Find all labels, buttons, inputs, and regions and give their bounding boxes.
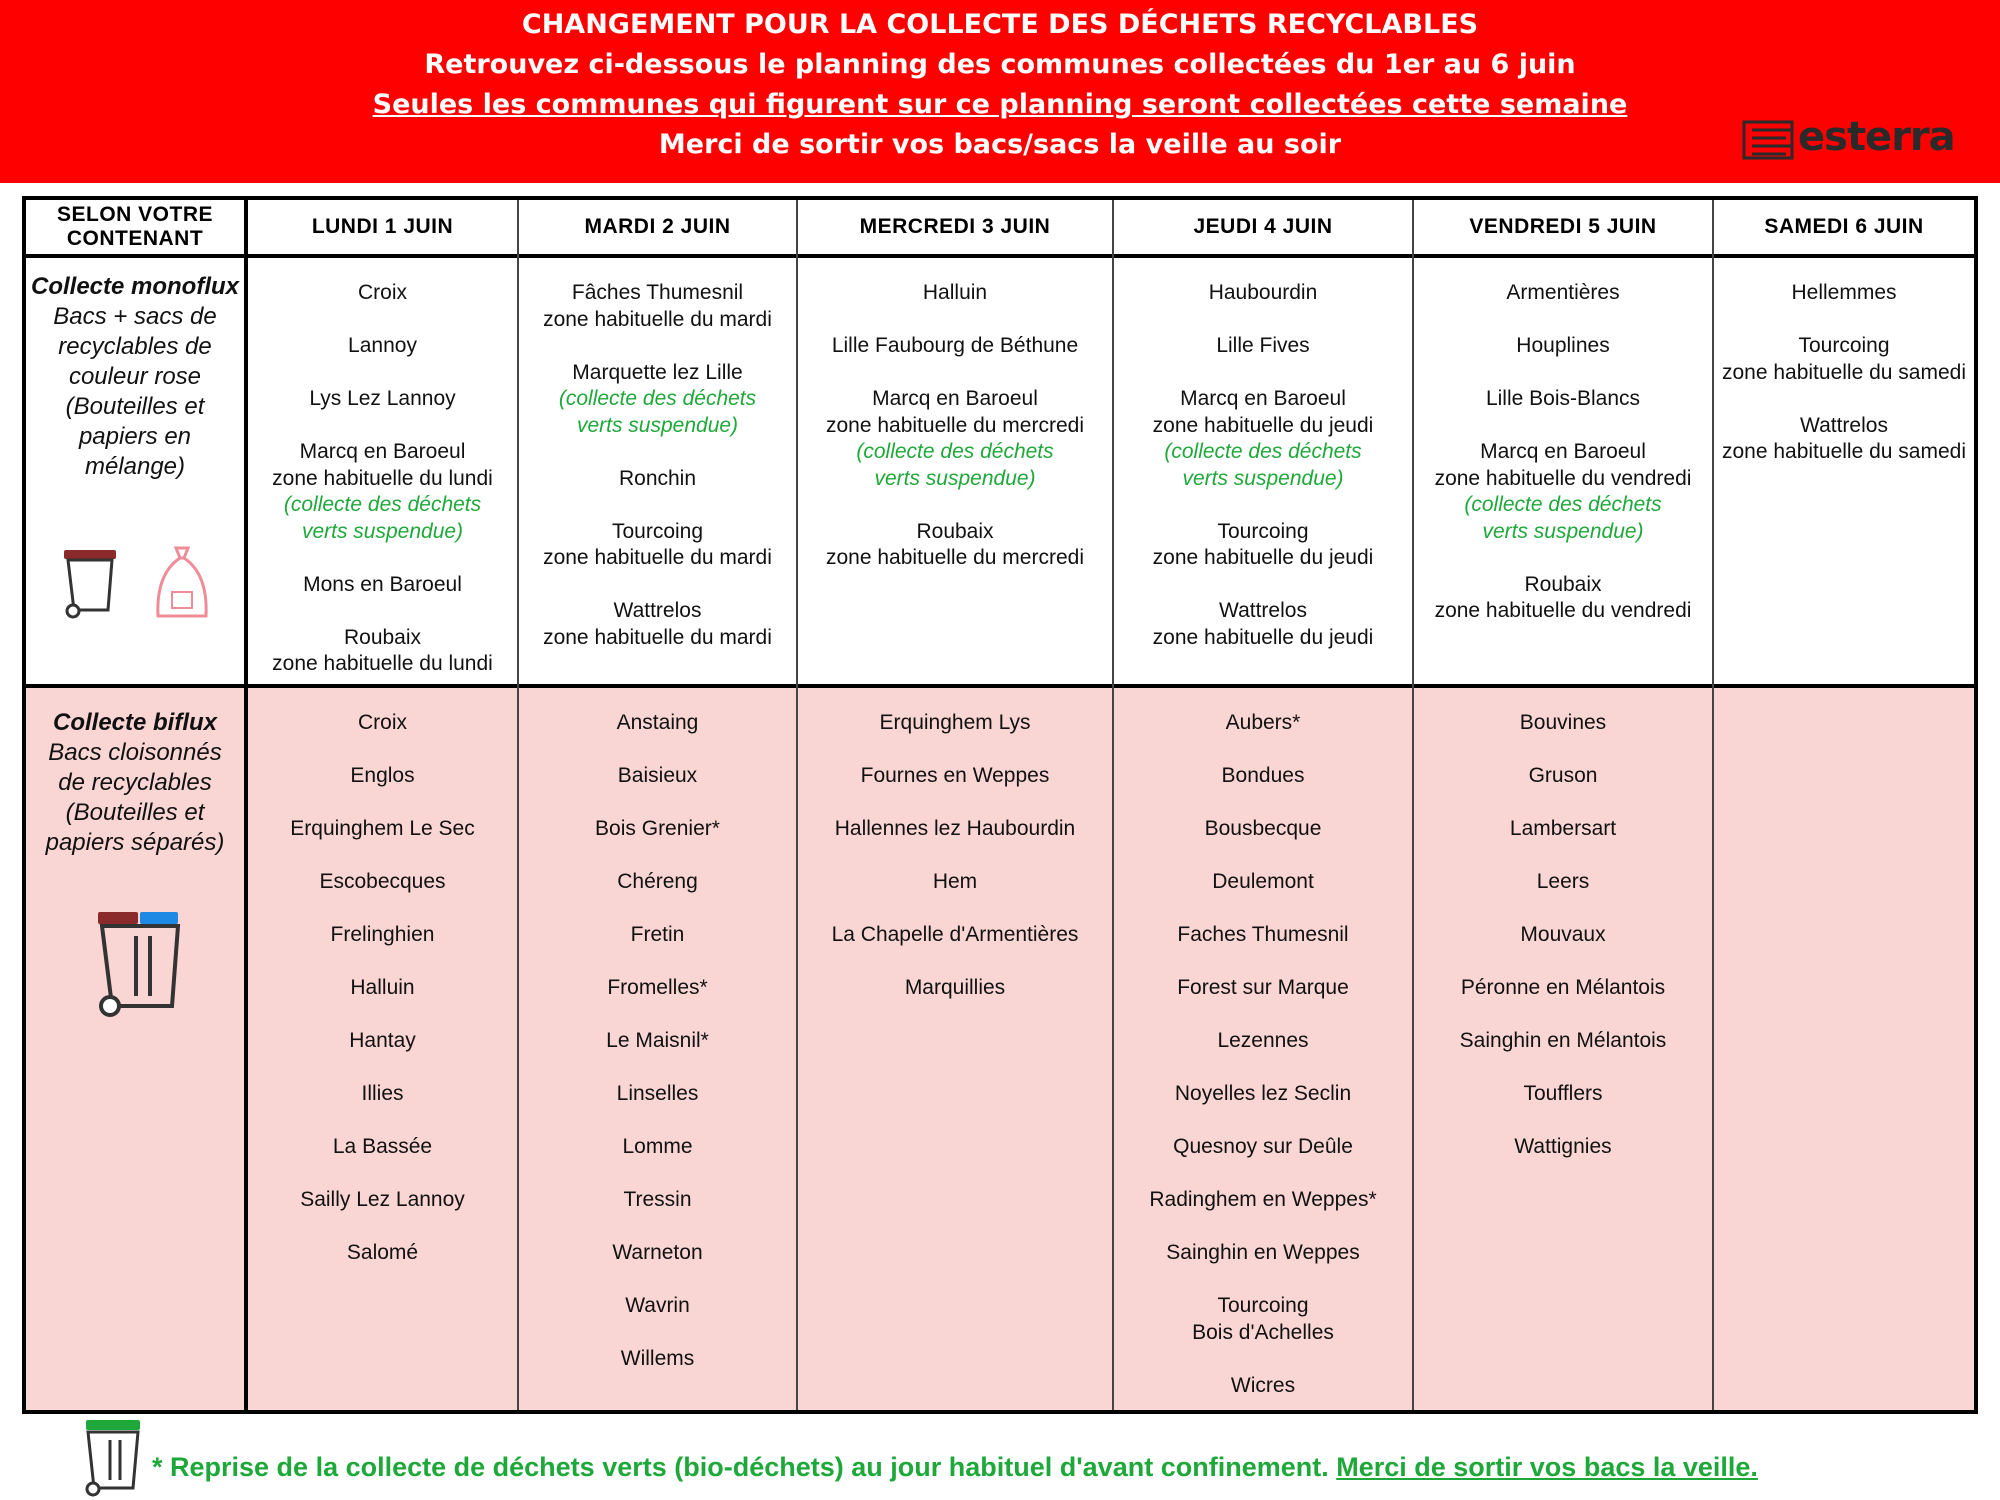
- commune-entry: [519, 1293, 796, 1320]
- zone-info: zone habituelle du jeudi: [1152, 546, 1374, 569]
- commune-name: Bois d'Achelles: [1192, 1320, 1334, 1344]
- zone-info: zone habituelle du samedi: [1721, 360, 1966, 384]
- commune-name: Wicres: [1230, 1373, 1296, 1397]
- commune-name: Lys Lez Lannoy: [309, 387, 456, 410]
- commune-name: Sailly Lez Lannoy: [300, 1188, 465, 1211]
- commune-entry: [248, 1187, 517, 1214]
- commune-name: Gruson: [1528, 764, 1598, 787]
- monoflux-title: Collecte monoflux: [30, 273, 240, 300]
- commune-name: Halluin: [922, 281, 988, 304]
- commune-name: Baisieux: [617, 764, 698, 787]
- commune-entry: [798, 710, 1112, 737]
- commune-entry: [1414, 280, 1712, 307]
- commune-name: Quesnoy sur Deûle: [1173, 1135, 1353, 1158]
- pink-bag-icon: [150, 544, 214, 622]
- commune-entry: [1714, 413, 1974, 466]
- commune-name: Tourcoing: [1217, 519, 1309, 543]
- green-waste-note: verts suspendue): [576, 413, 739, 437]
- commune-name: Roubaix: [343, 625, 422, 649]
- header-banner: [0, 0, 2000, 183]
- commune-name: Tourcoing: [1798, 334, 1890, 357]
- commune-entry: [1414, 386, 1712, 413]
- schedule-table: [22, 196, 1978, 1414]
- commune-entry: [1114, 710, 1412, 737]
- commune-entry: [1114, 763, 1412, 790]
- commune-entry: [248, 1134, 517, 1161]
- commune-name: Anstaing: [616, 711, 699, 734]
- commune-entry: [798, 333, 1112, 360]
- commune-entry: [1114, 816, 1412, 843]
- green-waste-note: (collecte des déchets: [1164, 440, 1362, 463]
- biflux-cell-jeudi: [1114, 710, 1412, 1426]
- commune-name: Sainghin en Weppes: [1166, 1241, 1360, 1264]
- commune-name: Illies: [361, 1082, 404, 1105]
- commune-entry: [519, 598, 796, 651]
- commune-name: Erquinghem Le Sec: [290, 817, 475, 840]
- divided-bin-icon: [90, 908, 186, 1018]
- commune-entry: [248, 1081, 517, 1108]
- commune-entry: [519, 519, 796, 572]
- commune-name: Hallennes lez Haubourdin: [834, 817, 1076, 840]
- logo-mark-icon: [1742, 118, 1794, 162]
- commune-entry: [1414, 1081, 1712, 1108]
- commune-name: Lannoy: [348, 334, 417, 357]
- biflux-cell-mardi: [519, 710, 796, 1399]
- commune-name: Marcq en Baroeul: [1480, 440, 1646, 463]
- commune-entry: [519, 360, 796, 440]
- commune-entry: [248, 869, 517, 896]
- zone-info: zone habituelle du vendredi: [1434, 466, 1692, 490]
- commune-name: Deulemont: [1212, 870, 1314, 893]
- commune-name: Mons en Baroeul: [303, 572, 462, 596]
- commune-name: Forest sur Marque: [1177, 976, 1349, 999]
- commune-entry: [519, 1081, 796, 1108]
- zone-info: zone habituelle du vendredi: [1434, 599, 1692, 622]
- commune-name: Aubers*: [1225, 711, 1301, 734]
- commune-name: Marquillies: [904, 976, 1006, 999]
- commune-entry: [1114, 598, 1412, 651]
- monoflux-cell-mercredi: [798, 280, 1112, 598]
- commune-entry: [248, 710, 517, 737]
- commune-name: Haubourdin: [1208, 281, 1318, 304]
- commune-entry: [519, 280, 796, 333]
- commune-name: Houplines: [1516, 334, 1610, 357]
- banner-warning: Seules les communes qui figurent sur ce planning seront collectées cette semaine: [372, 89, 1628, 120]
- commune-name: Tourcoing: [611, 519, 704, 543]
- commune-entry: [519, 1134, 796, 1161]
- commune-name: Lezennes: [1217, 1029, 1309, 1052]
- green-waste-note: (collecte des déchets: [558, 387, 757, 410]
- commune-entry: [1414, 1134, 1712, 1161]
- footnote-text: * Reprise de la collecte de déchets verts (bio-déchets) au jour habituel d'avant confinement.: [152, 1452, 1329, 1482]
- commune-entry: [519, 763, 796, 790]
- commune-entry: [519, 1346, 796, 1373]
- commune-entry: [798, 816, 1112, 843]
- commune-name: Marcq en Baroeul: [1180, 387, 1346, 410]
- zone-info: zone habituelle du lundi: [272, 466, 493, 490]
- monoflux-cell-samedi: [1714, 280, 1974, 492]
- commune-name: Willems: [620, 1347, 695, 1370]
- commune-name: Marcq en Baroeul: [299, 440, 466, 463]
- wheelie-bin-icon: [60, 548, 120, 620]
- commune-name: Wattrelos: [1219, 599, 1307, 622]
- biflux-title: Collecte biflux: [52, 709, 218, 736]
- commune-entry: [519, 710, 796, 737]
- commune-name: Roubaix: [916, 519, 994, 543]
- commune-entry: [248, 572, 517, 599]
- commune-entry: [1414, 763, 1712, 790]
- monoflux-cell-lundi: [248, 280, 517, 704]
- commune-entry: [798, 763, 1112, 790]
- banner-instruction: Merci de sortir vos bacs/sacs la veille au soir: [658, 129, 1342, 160]
- commune-entry: [1114, 280, 1412, 307]
- commune-entry: [248, 922, 517, 949]
- commune-entry: [1414, 975, 1712, 1002]
- commune-entry: [248, 975, 517, 1002]
- commune-name: Roubaix: [1524, 572, 1602, 596]
- commune-name: Wattrelos: [613, 599, 702, 622]
- monoflux-cell-mardi: [519, 280, 796, 678]
- commune-name: Frelinghien: [330, 923, 435, 946]
- commune-entry: [519, 922, 796, 949]
- commune-name: Fromelles*: [607, 976, 708, 999]
- commune-entry: [798, 280, 1112, 307]
- zone-info: zone habituelle du mercredi: [826, 413, 1084, 437]
- commune-name: Hantay: [349, 1029, 416, 1052]
- commune-name: Sainghin en Mélantois: [1459, 1029, 1667, 1052]
- zone-info: zone habituelle du jeudi: [1152, 413, 1374, 437]
- commune-entry: [1714, 280, 1974, 307]
- footnote: [152, 1452, 1758, 1483]
- commune-name: Le Maisnil*: [606, 1029, 709, 1052]
- commune-name: Escobecques: [319, 870, 446, 893]
- esterra-logo: [1742, 114, 1955, 162]
- commune-entry: [519, 816, 796, 843]
- commune-name: Lille Bois-Blancs: [1485, 387, 1641, 410]
- commune-entry: [1114, 1373, 1412, 1400]
- commune-name: Lambersart: [1509, 817, 1617, 840]
- monoflux-label: [26, 272, 244, 482]
- commune-entry: [798, 869, 1112, 896]
- commune-entry: [248, 625, 517, 678]
- day-header-lundi: LUNDI 1 JUIN: [311, 215, 454, 238]
- commune-entry: [1114, 386, 1412, 492]
- commune-name: Mouvaux: [1520, 923, 1606, 946]
- commune-entry: [1414, 333, 1712, 360]
- commune-entry: [1114, 869, 1412, 896]
- commune-name: Fretin: [630, 923, 685, 946]
- day-header-jeudi: JEUDI 4 JUIN: [1193, 215, 1333, 238]
- commune-name: Lille Fives: [1216, 334, 1310, 357]
- commune-name: Fournes en Weppes: [860, 764, 1050, 787]
- commune-name: Salomé: [346, 1241, 419, 1264]
- commune-name: Englos: [350, 764, 415, 787]
- commune-entry: [519, 466, 796, 493]
- commune-name: Noyelles lez Seclin: [1174, 1082, 1352, 1105]
- commune-name: Armentières: [1506, 281, 1620, 304]
- commune-name: Tressin: [623, 1188, 692, 1211]
- zone-info: zone habituelle du mardi: [543, 307, 772, 331]
- banner-subtitle: Retrouvez ci-dessous le planning des communes collectées du 1er au 6 juin: [424, 49, 1576, 80]
- commune-entry: [1114, 1028, 1412, 1055]
- commune-name: Marcq en Baroeul: [872, 387, 1038, 410]
- commune-entry: [1114, 1293, 1412, 1346]
- commune-name: Wavrin: [625, 1294, 690, 1317]
- commune-name: Hellemmes: [1791, 281, 1897, 304]
- corner-header: SELON VOTRE CONTENANT: [56, 203, 214, 250]
- biflux-label: [26, 708, 244, 858]
- commune-entry: [248, 763, 517, 790]
- biflux-cell-vendredi: [1414, 710, 1712, 1187]
- commune-entry: [1414, 710, 1712, 737]
- logo-text: esterra: [1798, 114, 1955, 160]
- commune-entry: [1714, 333, 1974, 386]
- commune-entry: [1114, 1081, 1412, 1108]
- commune-name: La Chapelle d'Armentières: [831, 923, 1079, 946]
- commune-entry: [1114, 333, 1412, 360]
- commune-entry: [1414, 439, 1712, 545]
- commune-name: Tourcoing: [1217, 1294, 1309, 1317]
- commune-name: Croix: [357, 281, 407, 304]
- commune-entry: [798, 519, 1112, 572]
- zone-info: zone habituelle du lundi: [272, 652, 493, 675]
- commune-entry: [798, 975, 1112, 1002]
- monoflux-cell-jeudi: [1114, 280, 1412, 678]
- commune-name: Bois Grenier*: [595, 817, 720, 840]
- commune-entry: [519, 1187, 796, 1214]
- commune-entry: [519, 975, 796, 1002]
- commune-name: Wattignies: [1514, 1135, 1612, 1158]
- commune-name: Croix: [357, 711, 407, 734]
- commune-name: Wattrelos: [1800, 413, 1888, 437]
- commune-entry: [1114, 975, 1412, 1002]
- zone-info: zone habituelle du mardi: [543, 625, 772, 649]
- commune-name: Lomme: [622, 1135, 693, 1158]
- commune-entry: [1114, 519, 1412, 572]
- commune-entry: [248, 439, 517, 545]
- commune-name: Marquette lez Lille: [572, 360, 743, 384]
- monoflux-cell-vendredi: [1414, 280, 1712, 651]
- commune-entry: [248, 280, 517, 307]
- commune-name: Chéreng: [617, 870, 698, 893]
- biflux-cell-lundi: [248, 710, 517, 1293]
- commune-name: Linselles: [616, 1082, 699, 1105]
- commune-entry: [248, 1028, 517, 1055]
- green-waste-note: verts suspendue): [1182, 466, 1344, 490]
- biflux-description: Bacs cloisonnés de recyclables (Bouteilles et papiers séparés): [45, 739, 225, 856]
- commune-name: Faches Thumesnil: [1177, 923, 1349, 946]
- zone-info: zone habituelle du jeudi: [1152, 625, 1374, 649]
- commune-entry: [519, 1240, 796, 1267]
- commune-name: Lille Faubourg de Béthune: [831, 334, 1079, 357]
- commune-name: Warneton: [612, 1241, 703, 1264]
- commune-name: Bouvines: [1519, 711, 1607, 734]
- commune-name: La Bassée: [332, 1135, 433, 1158]
- commune-name: Hem: [932, 870, 978, 893]
- commune-entry: [1414, 922, 1712, 949]
- divider: [26, 254, 1974, 258]
- commune-name: Radinghem en Weppes*: [1149, 1188, 1377, 1211]
- commune-name: Halluin: [350, 976, 415, 999]
- day-header-mercredi: MERCREDI 3 JUIN: [859, 215, 1051, 238]
- commune-name: Toufflers: [1523, 1082, 1603, 1105]
- commune-name: Bousbecque: [1204, 817, 1322, 840]
- commune-entry: [1114, 1187, 1412, 1214]
- commune-entry: [248, 386, 517, 413]
- footnote-link[interactable]: Merci de sortir vos bacs la veille.: [1336, 1452, 1758, 1482]
- commune-name: Leers: [1536, 870, 1590, 893]
- commune-entry: [248, 333, 517, 360]
- day-header-vendredi: VENDREDI 5 JUIN: [1469, 215, 1657, 238]
- commune-entry: [248, 1240, 517, 1267]
- zone-info: zone habituelle du samedi: [1721, 440, 1966, 463]
- commune-entry: [1114, 1134, 1412, 1161]
- commune-entry: [519, 1028, 796, 1055]
- commune-entry: [1414, 816, 1712, 843]
- day-header-mardi: MARDI 2 JUIN: [584, 215, 731, 238]
- zone-info: zone habituelle du mercredi: [826, 546, 1084, 569]
- green-waste-note: verts suspendue): [874, 466, 1036, 490]
- banner-title: CHANGEMENT POUR LA COLLECTE DES DÉCHETS RECYCLABLES: [521, 9, 1479, 40]
- commune-name: Erquinghem Lys: [879, 711, 1031, 734]
- commune-name: Péronne en Mélantois: [1460, 976, 1666, 999]
- commune-entry: [1414, 572, 1712, 625]
- commune-entry: [798, 386, 1112, 492]
- monoflux-description: Bacs + sacs de recyclables de couleur rose (Bouteilles et papiers en mélange): [53, 303, 217, 480]
- green-bin-icon: [78, 1418, 148, 1498]
- commune-name: Ronchin: [618, 466, 697, 490]
- biflux-cell-mercredi: [798, 710, 1112, 1028]
- green-waste-note: (collecte des déchets: [1464, 493, 1662, 516]
- green-waste-note: (collecte des déchets: [283, 493, 482, 516]
- green-waste-note: verts suspendue): [1482, 519, 1644, 543]
- day-header-samedi: SAMEDI 6 JUIN: [1764, 215, 1924, 238]
- commune-entry: [1414, 869, 1712, 896]
- commune-entry: [798, 922, 1112, 949]
- commune-name: Bondues: [1221, 764, 1305, 787]
- green-waste-note: (collecte des déchets: [856, 440, 1054, 463]
- green-waste-note: verts suspendue): [301, 519, 464, 543]
- commune-entry: [1114, 1240, 1412, 1267]
- commune-entry: [248, 816, 517, 843]
- commune-entry: [519, 869, 796, 896]
- zone-info: zone habituelle du mardi: [543, 546, 772, 569]
- commune-entry: [1114, 922, 1412, 949]
- commune-name: Fâches Thumesnil: [571, 281, 744, 304]
- commune-entry: [1414, 1028, 1712, 1055]
